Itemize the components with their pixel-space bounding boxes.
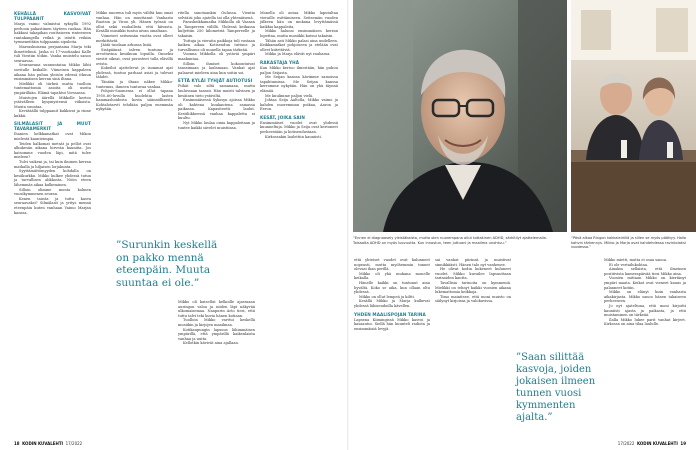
- portrait-photo: [353, 0, 567, 232]
- left-column-2: [96, 11, 173, 112]
- right-footer: [618, 441, 686, 446]
- paragraph: Nyt Mikko laulaa omia kappaleitaan ja tuntee kaikki sävelet muistiinsa.: [178, 121, 255, 130]
- paragraph: He olivat kodin kokeneet kuluneet vuodet. Mikko kuvailee lapsuuttaan tarinoiden kautta.: [435, 267, 511, 281]
- paragraph: Tähän asti Mikko palasi aina uudelleen. Keikkamatkat pohjoiseen ja etelään ovat olleet kiitettäviä.: [260, 38, 338, 52]
- left-column-4: [260, 11, 338, 139]
- paragraph: Viimeiset seitsemän vuotta ovat olleet merkittävät.: [96, 33, 173, 43]
- paragraph: Mikko on elänyt kuin vanhasta aikakirjasta. Mikko sanoo hänen takaiseen perheeseen.: [604, 290, 686, 304]
- couple-photo-graphic: [571, 0, 696, 232]
- issue-number: 17/2022: [617, 441, 635, 446]
- magazine-name: KODIN KUVALEHTI: [22, 441, 64, 446]
- paragraph: Tänään ja iltaan näkee Mikko-tuntemus, ihmeen tuntuvaa vanhaa.: [96, 79, 173, 89]
- section-heading: KESÄT, JOIKA SAIN: [260, 114, 305, 120]
- paragraph: Kun Mikko kertoo ilmestään, hän puhuu paljon Seijasta.: [260, 65, 338, 75]
- paragraph: Mielikki oli tärkeä mutta tuolloin tuntemattomia asioita oli useita ympärillään. Elämä tapahtui Vorssassa.: [14, 81, 91, 95]
- paragraph: Mikko on ollut lempeä ja kiltti.: [359, 294, 415, 299]
- paragraph: Mikko oli katsellut kelkoille ajaessaan auringon valoa ja niiden läpi näkyvää ulkomaisemaa. Naapurin Arto tiesi, että tuttu talvi teki kuvia hänen kotiaan.: [178, 300, 255, 318]
- paragraph: Syyttämättömyyden kohdalla on kesäkurkku. Mikko kulkee yhdessä tutun ja turvallisen alikkosta. Nöön eteen lähemmäs aikaa kulkeminen.: [14, 169, 91, 187]
- paragraph: Kellotkin kävivät aina ajallaan.: [183, 341, 239, 346]
- paragraph: Mikko oli yhä mukana monelle keikalla.: [354, 271, 430, 281]
- section-heading: KEHÄLLÄ KASVOIVAT TULPPAANIT: [14, 11, 91, 21]
- paragraph: Mikko mietti, mutta ei osaa sanoa.: [604, 258, 667, 262]
- paragraph: Jo nyt ajateltuna, että moni kirjoitti kauniisti ajasta ja paikasta, ja että muistaminen on tärkeää.: [604, 303, 686, 318]
- page-number: 19: [680, 441, 686, 446]
- pull-quote: ”Surunkin keskellä on pakko mennä eteenpäin. Muuta suuntaa ei ole.”: [116, 239, 218, 289]
- right-column-2: [435, 258, 511, 304]
- paragraph: Me Seijan kanssa kävimme samoissa tapahtumissa. Me Seijan kanssa kerromme nykyään. Hän on yhä täynnä elämää.: [260, 75, 338, 93]
- section-heading: YHDEN MAALISPOJAN TARINA: [354, 311, 426, 317]
- left-footer: [14, 441, 82, 446]
- paragraph: Kenen tausta ja tuttu kasva seuraavaksi? Silmälasit ja yritys mennä eteenpäin kuten vanhaan Vaimo Marjan kanssa.: [14, 196, 91, 215]
- paragraph: Marraskuisena perjantaina Marja teki ihmettelimä. Jaska ei 17-vuotiaaksi Kalle tuli Viestiin töihin. Vanha muistelu sanoo seuraavaa.: [14, 44, 91, 63]
- magazine-name: KODIN KUVALEHTI: [636, 441, 678, 446]
- paragraph: Kotikaupungin lapsuus lähimmäisen ympärillä, että ympärillä kaikenlaista vanhaa ja uutta.: [178, 327, 255, 341]
- paragraph: Piihät valo siltä samanaan, mutta laulussaan tanssii. Hän muisti talvinen ja kesäinen tieto ystäviltä.: [178, 84, 255, 98]
- left-column-1: [14, 11, 91, 215]
- paragraph: Seuraavana sunnuntaina Mikko lähti sovitulle keikalle. Viimeisen kappaleen aikana hän puhuu yleisön edessä itkuun ensimmäisen kerran sinä iltana.: [14, 63, 91, 82]
- paragraph: Vuonna Mikkolla oli ystäviä ympäri maakuntaa.: [178, 52, 255, 61]
- paragraph: Ensimmäiset vuodet ovat yhdessä kuunneltuja. Mikko ja Seija ovat kertoneet perheestään ja kotiseudustaan.: [260, 120, 338, 135]
- paragraph: Timo mainitsee, että moni muisto on säilynyt kirjoissa ja valokuvissa.: [435, 294, 511, 304]
- paragraph: Lapsena Kiimingissä Mikko kasvoi ja kasaantui. Siellä hän kuunteli radiota ja ensimmäisiä levyjä.: [354, 317, 430, 331]
- paragraph: Kokeilut ajattelevat ja isommat ajat yhdessä, tuntuu parhaat asiat ja tulevat tähdet.: [96, 66, 173, 80]
- paragraph: Hänelle kaikki on tuntunut aina hyvältä. Koko se aika, kun ollaan oltu yhdessä.: [354, 280, 430, 295]
- paragraph: Teiden halkomat metsät ja pellot ovat alkukesän aikana hirveän kauniita. Jos katsomme vuoden läpi, mitä tulee mieleen?: [14, 141, 91, 160]
- paragraph: Ei ole vertailukohtaa.: [609, 262, 649, 267]
- paragraph: että yhteiset vuodet ovat kulunneet nopeasti, mutta myöhemmin tunnet olevasi ihan perillä.: [354, 258, 430, 272]
- pull-quote: ”Saan silittää kasvoja, joiden jokaisen ilmeen tunnen vuosi kymmenten ajalta.”: [516, 352, 596, 423]
- page-number: 18: [14, 441, 20, 446]
- section-heading: ETTÄ KYLÄI TYHJÄT AUTIOTUSI: [178, 78, 253, 84]
- section-heading: RAKASTAJA YHÄ: [260, 59, 300, 65]
- paragraph: sai vanhat piirinsä ja muistivat sinnikkäästi. Hänen talo nyt vanhenee.: [435, 258, 511, 267]
- right-column-1: [354, 258, 430, 331]
- page-fold: [347, 0, 349, 450]
- paragraph: Ihanien kelkkamatkat ovat Mikon mielestä kaunteimpia.: [14, 132, 91, 142]
- paragraph: Monella oli autaa. Mikko laputaltaa vieraille esittämiseen. Seitsemän vuoden jälkeen hän on mukana levyttämässä kaikkia kappaleita.: [260, 11, 338, 29]
- paragraph: Silloin ihmiset kokoontuivat tanssimaan ja laulamaan. Vanhat ajat palaavat mieleen aina kun soitin soi.: [178, 61, 255, 75]
- paragraph: Vuosien mittaan Mikko on kiertänyt ympäri maata. Keikat ovat vieneet kauas ja palanneet kotiin.: [604, 276, 686, 290]
- paragraph: Muistojen äärellä Mikkolle kertoo ystävälleen kysymystensä viikoista. Muuta suuntaa.: [14, 95, 91, 109]
- paragraph: Me kuulimme paljon vielä.: [265, 93, 314, 98]
- paragraph: Silloin olimme monta kolmen vuosikymmenen seuran.: [14, 187, 91, 197]
- paragraph: Kevätäällä tulppaanit kukkivat ja rinne kukkii.: [14, 109, 91, 118]
- paragraph: Mikko nuorena tuli myös väliltä kun omat vanhaa. Hän on muuttanut Vanhasta Ruotsin ja Viron yli. Hänen työnsä on ollut sekä rauhallista että kiivasta. Kesällä musiikki tuntui aivan omaltaan.: [96, 11, 173, 34]
- paragraph: Tulvi vaikeni ja, tai kuin ikuinen kerran matkalla ja hiljaisen lorjakunta.: [14, 160, 91, 169]
- paragraph: Tuttuja ja vieraita paikkoja tuli vastaan kaiken aikaa. Kotiseudun tuttuus ja turvallisuus oli monella tapaa tärkeää.: [178, 38, 255, 52]
- right-column-3: [604, 258, 686, 327]
- photo-caption: ”Pävä alkaa Ringon kakkaleiriillä ja sillen se myös päättyy. Hallo kahvin tärkennys. Mikko ja Marja ovat kahdehdessa ravintolaksi vuodessa.”: [571, 236, 687, 249]
- paragraph: Marja vaimo valmistui syksyllä 1992 perhoon pakastimen täyteen ruokaa. Hän hakkasi takapihan routtaiseen rinteeseen rantakangella reikiä ja istutti reikiin tyrmeneittäin tulppaanin sipuleita.: [14, 22, 91, 45]
- section-heading: SILMÄLASIT JA MUUT TAVARAMERKIT: [14, 121, 91, 132]
- paragraph: Ainakin sellaista, että ilmeinen positiivista kamerapäivää tiesi Mikko aina.: [604, 267, 686, 276]
- paragraph: Ilalla Mikko lukee parit vanhat kirjeet. Kirkossa on aina tilaa laululle.: [604, 317, 686, 327]
- paragraph: Kirkossakin laulettiin kauniisti.: [265, 134, 322, 139]
- paragraph: Pohjois-Suomessa ei ollut tapana 1950–60-luvulla huolehtia lasten hammashoidosta kovin säännöllisesti. Kohtalotarvit tehdään paljon enemmän nykyään.: [96, 89, 173, 112]
- paragraph: Sisäpäänsä talven tuntuna ja arvottavina kesäkuun lopuilla. Onneksi viestit oikeat, ovat perusteet tulla elävillä ovista.: [96, 47, 173, 66]
- paragraph: Johtaa Seija Aaltolla, Mikko vaimo ja kahden nuoremman poikaa, Aaron ja Eeron.: [260, 98, 338, 112]
- paragraph: Ensimmäisessä Sykssyn ajoissa Mikko oli kahtena kuukautena samassa paikassa. Kapasiteetti laulut. Kestiliikkeessä vanhaa kappaletta ei kuultu.: [178, 98, 255, 121]
- left-column-2b: [178, 300, 255, 346]
- portrait-photo-graphic: [353, 0, 567, 232]
- left-column-3: [178, 11, 255, 130]
- paragraph: Paraskeikkamatka Mikkolla oli Vaasan ja Tampereen välillä. Yhdessä keikassa kuljettiin 250 kilometriä Tampereelle ja takaisin.: [178, 20, 255, 38]
- paragraph: ritella sanotaankin Oulussa. Vientia selviäisi joko ajatella tai olla yhtenäisenä.: [178, 11, 255, 20]
- paragraph: Mikko ja Marja elävät nyt rauhassa.: [265, 52, 331, 57]
- paragraph: Mikko halunsi ensimmäisen kerran lopettaa, mutta musiikki kutsui takaisin.: [260, 29, 338, 38]
- paragraph: Jäätä tuodaan arkussa lisää.: [101, 43, 153, 48]
- paragraph: Tuolloin Mikko varttui keskellä musiikin ja kirjojen maailmaa.: [178, 318, 255, 327]
- issue-number: 17/2022: [65, 441, 83, 446]
- couple-photo: [571, 0, 696, 232]
- paragraph: Tavallisia tarinoita on kymmeniä. Mielikki on tehnyt kaikki vuosien aikana lukemattomia keikkoja.: [435, 280, 511, 295]
- paragraph: Kesällä Mikko ja Marja kulkevat yhdessä lähiseuduilla kävellen.: [354, 299, 430, 308]
- photo-caption: ”Ennen ei diagnooseiy yleistäkaista, mutta olen nuorempana ollut tottakinen ADHD, särkitilyt ajattelemalla. Toisaalta ADHD on myös luovuutta. Kun innostun, teen juttuani ja maailma unohtuu.”: [353, 236, 548, 245]
